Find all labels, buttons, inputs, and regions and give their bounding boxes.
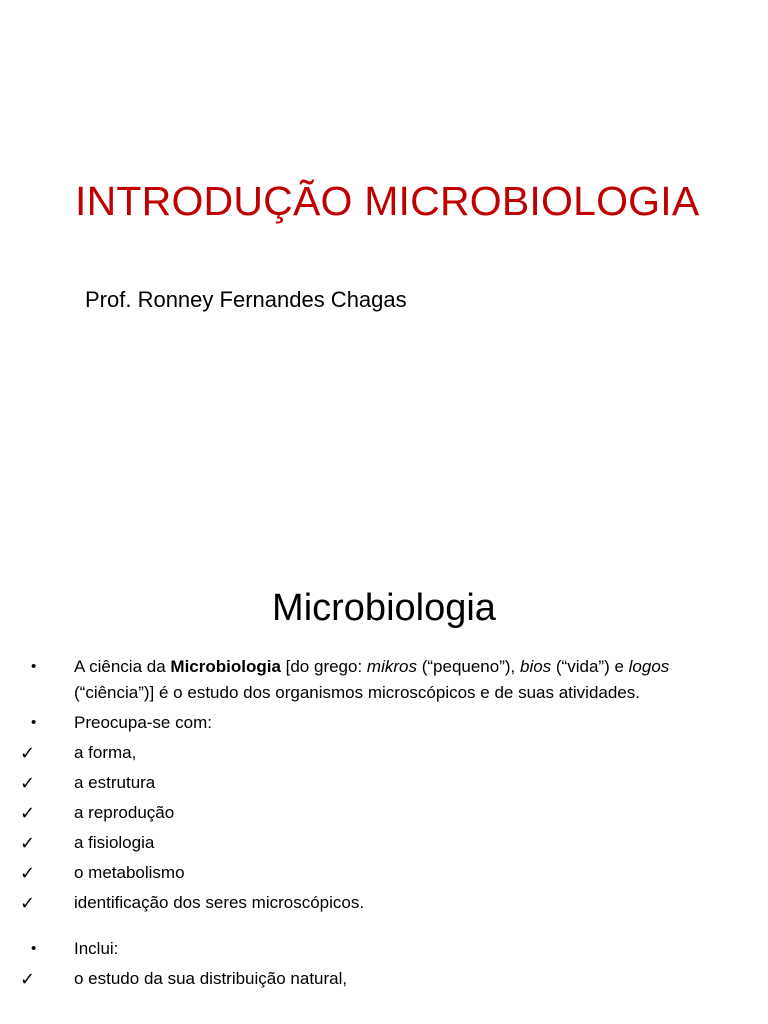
check-item-text: a forma,	[74, 743, 137, 762]
check-item	[0, 890, 768, 916]
inclui-label: Inclui:	[74, 939, 119, 958]
intro-bold-microbiologia: Microbiologia	[170, 657, 281, 676]
check-item	[0, 740, 768, 766]
check-item-text: a fisiologia	[74, 833, 155, 852]
check-item	[0, 830, 768, 856]
checkmark-icon: ✓	[20, 803, 36, 823]
bullet-icon: •	[31, 940, 37, 957]
intro-text-4: (“vida”) e	[551, 657, 629, 676]
checkmark-icon: ✓	[20, 743, 36, 763]
checkmark-icon: ✓	[20, 893, 36, 913]
slide-title: INTRODUÇÃO MICROBIOLOGIA	[75, 178, 700, 224]
intro-text-3: (“pequeno”),	[416, 657, 520, 676]
intro-italic-logos: logos	[628, 657, 670, 676]
check-item	[0, 800, 768, 826]
checkmark-icon: ✓	[20, 969, 36, 989]
intro-italic-bios: bios	[519, 657, 552, 676]
check-item	[0, 966, 768, 992]
checkmark-icon: ✓	[20, 833, 36, 853]
bullet-icon: •	[31, 714, 37, 731]
check-item-text: identificação dos seres microscópicos.	[74, 893, 365, 912]
list-item-inclui	[0, 936, 768, 962]
checkmark-icon: ✓	[20, 773, 36, 793]
bullet-icon: •	[31, 658, 37, 675]
intro-text-2: [do grego:	[280, 657, 367, 676]
check-item	[0, 860, 768, 886]
check-item-text: a reprodução	[74, 803, 175, 822]
check-item-text: o estudo da sua distribuição natural,	[74, 969, 348, 988]
intro-text-1: A ciência da	[74, 657, 171, 676]
check-item	[0, 770, 768, 796]
check-item-text: o metabolismo	[74, 863, 185, 882]
checkmark-icon: ✓	[20, 863, 36, 883]
preocupa-label: Preocupa-se com:	[74, 713, 212, 732]
list-item-preocupa	[0, 710, 768, 736]
slide-2	[0, 576, 768, 1024]
slide-2-title: Microbiologia	[272, 587, 496, 629]
intro-text-5: (“ciência”)] é o estudo dos organismos microscópicos e de suas atividades.	[74, 683, 640, 702]
content-list	[0, 654, 768, 992]
check-item-text: a estrutura	[74, 773, 156, 792]
intro-italic-mikros: mikros	[366, 657, 417, 676]
author-subtitle: Prof. Ronney Fernandes Chagas	[85, 287, 407, 312]
list-item-intro	[0, 654, 768, 706]
